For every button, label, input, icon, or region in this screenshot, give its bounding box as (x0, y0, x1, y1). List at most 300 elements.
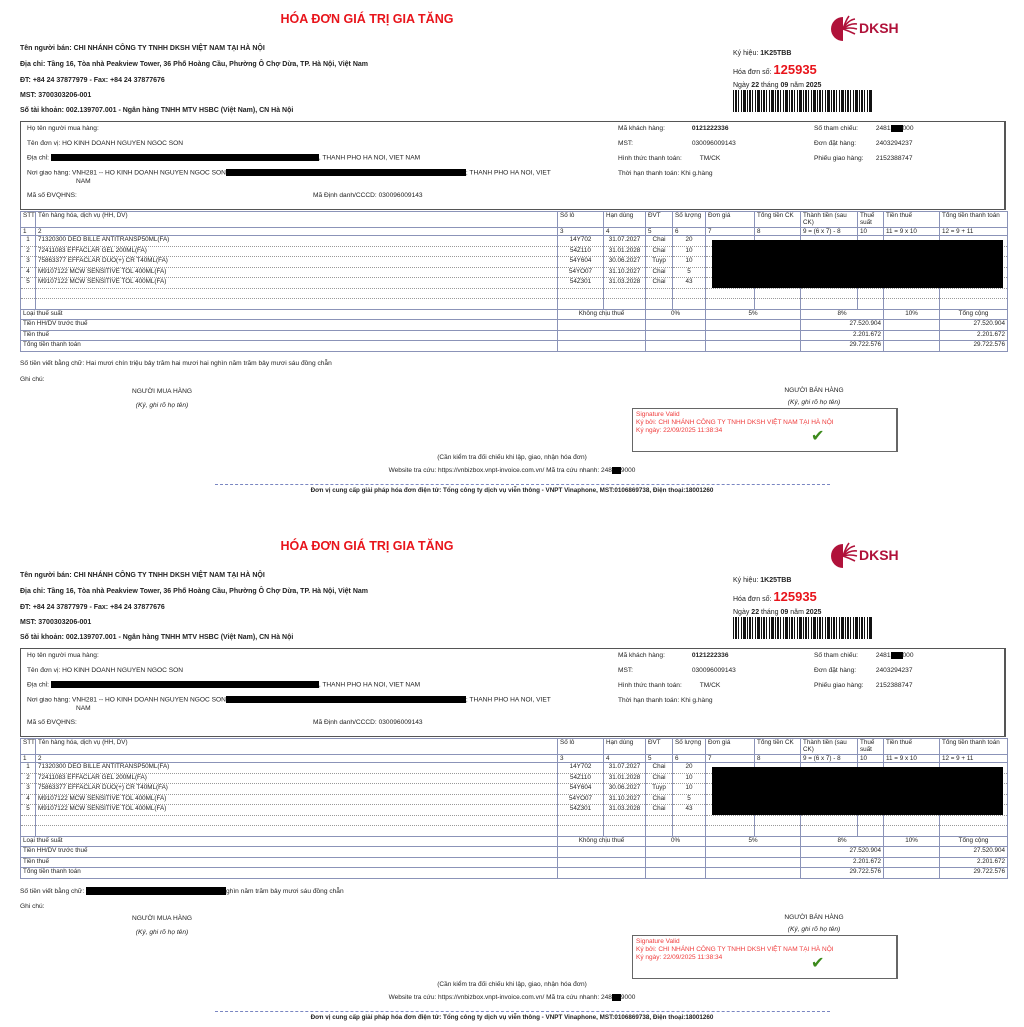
empty-row (21, 826, 1008, 837)
term-row (618, 170, 713, 177)
empty-cell (558, 288, 604, 299)
summary-exempt (558, 847, 646, 858)
rate-8: 8% (801, 836, 884, 847)
column-number: 7 (706, 228, 755, 236)
expiry-date: 30.06.2027 (604, 257, 646, 268)
order-number: 2403294237 (875, 140, 913, 147)
delivery-address (27, 169, 551, 176)
summary-row (21, 868, 1008, 879)
number-label: Hóa đơn số: (733, 69, 772, 76)
seller-phone: ĐT: +84 24 37877979 - Fax: +84 24 37877676 (20, 77, 165, 84)
seller-address: Địa chỉ: Tầng 16, Tòa nhà Peakview Tower, 36 Phố Hoàng Cầu, Phường Ô Chợ Dừa, TP. Hà Nội, Việt Nam (20, 588, 369, 595)
invoice-copy (0, 527, 1024, 1027)
row-index: 2 (21, 773, 36, 784)
rate-5: 5% (706, 836, 801, 847)
column-header: Tổng tiền thanh toán (940, 739, 1008, 755)
seller-sign-hint: (Ký, ghi rõ họ tên) (787, 399, 841, 406)
note-label: Ghi chú: (20, 903, 45, 910)
summary-exempt (558, 330, 646, 341)
delivery-tail-2: NAM (76, 178, 91, 185)
seller-tax-code: MST: 3700303206-001 (20, 92, 92, 99)
summary-total: 2.201.672 (940, 330, 1008, 341)
redaction (712, 240, 1003, 288)
budget-code: Mã số ĐVQHNS: (27, 719, 77, 726)
delivery-note-row (814, 682, 913, 689)
column-header: Số lượng (673, 212, 706, 228)
column-number: 1 (21, 228, 36, 236)
column-number: 6 (673, 228, 706, 236)
address-label: Địa chỉ: (27, 681, 49, 689)
seller-tax-code: MST: 3700303206-001 (20, 619, 92, 626)
lot-number: 54Z301 (558, 805, 604, 816)
quantity: 20 (673, 763, 706, 774)
buyer-sign-hint: (Ký, ghi rõ họ tên) (135, 929, 189, 936)
column-number: 10 (858, 755, 884, 763)
divider (215, 1011, 830, 1012)
redaction (226, 696, 466, 703)
empty-cell (673, 815, 706, 826)
empty-row (21, 815, 1008, 826)
lot-number: 54Z110 (558, 246, 604, 257)
empty-cell (801, 288, 858, 299)
ref-label: Số tham chiếu: (814, 652, 858, 659)
numbering-row (21, 228, 1008, 236)
seller-address: Địa chỉ: Tầng 16, Tòa nhà Peakview Tower, 36 Phố Hoàng Cầu, Phường Ô Chợ Dừa, TP. Hà Nội, Việt Nam (20, 61, 369, 68)
symbol-value: 1K25TBB (760, 50, 792, 57)
rate-total: Tổng cộng (940, 836, 1008, 847)
buyer-sign-hint: (Ký, ghi rõ họ tên) (135, 402, 189, 409)
empty-cell (858, 288, 884, 299)
seller-phone: ĐT: +84 24 37877979 - Fax: +84 24 37877676 (20, 604, 165, 611)
buyer-sign-title: NGƯỜI MUA HÀNG (131, 915, 192, 922)
address-label: Địa chỉ: (27, 154, 49, 162)
table-header-row (21, 212, 1008, 228)
term-label: Thời hạn thanh toán: (618, 697, 680, 704)
row-index: 3 (21, 784, 36, 795)
empty-cell (755, 299, 801, 310)
quantity: 20 (673, 236, 706, 247)
delivery-note-label: Phiếu giao hàng: (814, 682, 864, 689)
invoice-number (733, 62, 817, 77)
column-header: STT (21, 212, 36, 228)
empty-cell (940, 815, 1008, 826)
empty-cell (884, 815, 940, 826)
product-name: 75863377 EFFACLAR DUO(+) CR T40ML(FA) (36, 784, 558, 795)
empty-cell (706, 826, 755, 837)
digital-signature-box (632, 935, 898, 979)
column-number: 11 = 9 x 10 (884, 755, 940, 763)
invoice-copy (0, 0, 1024, 500)
buyer-info-box (20, 121, 1006, 210)
summary-0 (646, 868, 706, 879)
lookup-suffix: 9000 (620, 467, 636, 475)
lot-number: 14Y702 (558, 763, 604, 774)
summary-5 (706, 320, 801, 331)
empty-cell (858, 299, 884, 310)
expiry-date: 31.10.2027 (604, 267, 646, 278)
rate-total: Tổng cộng (940, 309, 1008, 320)
summary-row (21, 320, 1008, 331)
empty-cell (21, 288, 36, 299)
quantity: 5 (673, 267, 706, 278)
product-name: M9107122 MCW SENSITIVE TOL 400ML(FA) (36, 805, 558, 816)
summary-label: Tổng tiền thanh toán (21, 341, 558, 352)
rate-0: 0% (646, 309, 706, 320)
delivery-tail-2: NAM (76, 705, 91, 712)
empty-cell (801, 299, 858, 310)
barcode (733, 617, 873, 639)
summary-0 (646, 847, 706, 858)
rate-10: 10% (884, 836, 940, 847)
empty-cell (646, 299, 673, 310)
empty-cell (858, 826, 884, 837)
lookup-prefix: Website tra cứu: https://vnbizbox.vnpt-invoice.com.vn/ Mã tra cứu nhanh: 248 (388, 994, 612, 1002)
rate-0: 0% (646, 836, 706, 847)
delivery-note-row (814, 155, 913, 162)
customer-code: 0121222336 (691, 125, 729, 132)
empty-cell (940, 826, 1008, 837)
empty-cell (940, 299, 1008, 310)
lot-number: 54YO07 (558, 267, 604, 278)
empty-cell (36, 288, 558, 299)
empty-cell (604, 815, 646, 826)
product-name: M9107122 MCW SENSITIVE TOL 400ML(FA) (36, 278, 558, 289)
ref-label: Số tham chiếu: (814, 125, 858, 132)
redaction (891, 652, 903, 659)
empty-cell (673, 826, 706, 837)
lot-number: 54Y604 (558, 784, 604, 795)
payment-term: Khi g.hàng (681, 697, 713, 704)
date-year: 2025 (805, 609, 822, 616)
column-number: 9 = (6 x 7) - 8 (801, 228, 858, 236)
signature-signer: Ký bởi: CHI NHÁNH CÔNG TY TNHH DKSH VIỆT NAM TẠI HÀ NỘI (636, 419, 834, 426)
quantity: 10 (673, 257, 706, 268)
product-name: 71320300 DEO BILLE ANTITRANSP50ML(FA) (36, 236, 558, 247)
column-header: Số lô (558, 212, 604, 228)
dksh-logo-icon (828, 541, 858, 571)
symbol-label: Ký hiệu: (733, 50, 759, 57)
quantity: 5 (673, 794, 706, 805)
date-month: 09 (780, 609, 789, 616)
term-row (618, 697, 713, 704)
summary-0 (646, 330, 706, 341)
buyer-tax: 030096009143 (691, 667, 736, 674)
rate-8: 8% (801, 309, 884, 320)
summary-5 (706, 341, 801, 352)
year-label: năm (790, 609, 804, 616)
lookup-suffix: 9000 (620, 994, 636, 1002)
seller-sign-title: NGƯỜI BÁN HÀNG (784, 914, 844, 921)
column-number: 8 (755, 755, 801, 763)
empty-cell (604, 288, 646, 299)
empty-cell (755, 826, 801, 837)
summary-label: Tiền HH/DV trước thuế (21, 847, 558, 858)
column-number: 4 (604, 228, 646, 236)
payment-term: Khi g.hàng (681, 170, 713, 177)
summary-8: 2.201.672 (801, 330, 884, 341)
order-row (814, 667, 913, 674)
row-index: 2 (21, 246, 36, 257)
number-value: 125935 (773, 589, 817, 604)
buyer-name-label: Họ tên người mua hàng: (27, 652, 99, 659)
summary-row (21, 330, 1008, 341)
payment-row (618, 682, 720, 689)
column-header: Tên hàng hóa, dịch vụ (HH, DV) (36, 212, 558, 228)
column-header: Đơn giá (706, 739, 755, 755)
unit: Chai (646, 278, 673, 289)
empty-cell (604, 826, 646, 837)
empty-cell (673, 288, 706, 299)
seller-name: Tên người bán: CHI NHÁNH CÔNG TY TNHH DKSH VIỆT NAM TẠI HÀ NỘI (20, 45, 265, 52)
empty-cell (801, 826, 858, 837)
row-index: 5 (21, 278, 36, 289)
quantity: 10 (673, 246, 706, 257)
table-header-row (21, 739, 1008, 755)
delivery-label: Nơi giao hàng: VNH281 -- HO KINH DOANH NGUYEN NGOC SON (27, 169, 226, 177)
column-header: Tổng tiền CK (755, 739, 801, 755)
redaction (712, 767, 1003, 815)
column-number: 7 (706, 755, 755, 763)
empty-cell (646, 288, 673, 299)
signature-date: Ký ngày: 22/09/2025 11:38:34 (636, 954, 723, 961)
product-name: 72411083 EFFACLAR GEL 200ML(FA) (36, 773, 558, 784)
seller-name: Tên người bán: CHI NHÁNH CÔNG TY TNHH DKSH VIỆT NAM TẠI HÀ NỘI (20, 572, 265, 579)
tax-rate-label: Loại thuế suất (21, 836, 558, 847)
empty-cell (858, 815, 884, 826)
column-number: 2 (36, 755, 558, 763)
lot-number: 54Z110 (558, 773, 604, 784)
column-number: 8 (755, 228, 801, 236)
column-header: Số lượng (673, 739, 706, 755)
product-name: 75863377 EFFACLAR DUO(+) CR T40ML(FA) (36, 257, 558, 268)
unit: Chai (646, 794, 673, 805)
customer-code-label: Mã khách hàng: (618, 125, 665, 132)
words-label: Số tiền viết bằng chữ: (20, 360, 85, 367)
buyer-unit: Tên đơn vị: HO KINH DOANH NGUYEN NGOC SON (27, 140, 184, 147)
column-header: Tiền thuế (884, 212, 940, 228)
logo-text: DKSH (859, 547, 899, 563)
delivery-label: Nơi giao hàng: VNH281 -- HO KINH DOANH NGUYEN NGOC SON (27, 696, 226, 704)
product-name: 72411083 EFFACLAR GEL 200ML(FA) (36, 246, 558, 257)
payment-label: Hình thức thanh toán: (618, 155, 682, 162)
summary-row (21, 341, 1008, 352)
invoice-date (733, 82, 821, 89)
summary-8: 2.201.672 (801, 857, 884, 868)
summary-row (21, 847, 1008, 858)
summary-total: 27.520.904 (940, 847, 1008, 858)
date-year: 2025 (805, 82, 822, 89)
ref-prefix: 2481 (875, 652, 891, 660)
column-header: Tên hàng hóa, dịch vụ (HH, DV) (36, 739, 558, 755)
column-number: 1 (21, 755, 36, 763)
summary-5 (706, 868, 801, 879)
empty-row (21, 288, 1008, 299)
expiry-date: 31.03.2028 (604, 805, 646, 816)
summary-row (21, 857, 1008, 868)
words-value: Hai mươi chín triệu bảy trăm hai mươi hai nghìn năm trăm bảy mươi sáu đồng chẵn (86, 360, 332, 367)
budget-code: Mã số ĐVQHNS: (27, 192, 77, 199)
product-name: M9107122 MCW SENSITIVE TOL 400ML(FA) (36, 794, 558, 805)
summary-label: Tổng tiền thanh toán (21, 868, 558, 879)
column-number: 3 (558, 755, 604, 763)
customer-code: 0121222336 (691, 652, 729, 659)
invoice-title: HÓA ĐƠN GIÁ TRỊ GIA TĂNG (280, 539, 454, 553)
buyer-tax-label: MST: (618, 140, 634, 147)
note-label: Ghi chú: (20, 376, 45, 383)
product-name: 71320300 DEO BILLE ANTITRANSP50ML(FA) (36, 763, 558, 774)
lookup-info (0, 994, 1024, 1001)
column-number: 9 = (6 x 7) - 8 (801, 755, 858, 763)
logo-text: DKSH (859, 20, 899, 36)
delivery-note: 2152388747 (875, 155, 913, 162)
payment-label: Hình thức thanh toán: (618, 682, 682, 689)
expiry-date: 31.01.2028 (604, 773, 646, 784)
empty-cell (884, 299, 940, 310)
row-index: 5 (21, 805, 36, 816)
redaction (891, 125, 903, 132)
summary-exempt (558, 857, 646, 868)
check-note: (Cần kiểm tra đối chiếu khi lập, giao, nhận hóa đơn) (437, 454, 587, 461)
column-header: Thuế suất (858, 212, 884, 228)
redaction (86, 887, 226, 895)
expiry-date: 31.10.2027 (604, 794, 646, 805)
quantity: 10 (673, 773, 706, 784)
empty-cell (21, 826, 36, 837)
ref-number (876, 125, 914, 132)
address-tail: , THANH PHO HA NOI, VIET NAM (318, 154, 421, 162)
lot-number: 14Y702 (558, 236, 604, 247)
signature-date: Ký ngày: 22/09/2025 11:38:34 (636, 427, 723, 434)
redaction (612, 467, 621, 474)
seller-sign-title: NGƯỜI BÁN HÀNG (784, 387, 844, 394)
rate-5: 5% (706, 309, 801, 320)
symbol-value: 1K25TBB (760, 577, 792, 584)
id-code: Mã Định danh/CCCD: 030096009143 (313, 192, 423, 199)
summary-10 (884, 868, 940, 879)
column-header: Hạn dùng (604, 739, 646, 755)
column-number: 10 (858, 228, 884, 236)
signature-signer: Ký bởi: CHI NHÁNH CÔNG TY TNHH DKSH VIỆT NAM TẠI HÀ NỘI (636, 946, 834, 953)
empty-cell (21, 815, 36, 826)
unit: Chai (646, 763, 673, 774)
column-number: 2 (36, 228, 558, 236)
expiry-date: 31.07.2027 (604, 763, 646, 774)
redaction (226, 169, 466, 176)
redaction (51, 681, 319, 688)
quantity: 43 (673, 805, 706, 816)
empty-cell (558, 299, 604, 310)
summary-8: 29.722.576 (801, 868, 884, 879)
summary-5 (706, 330, 801, 341)
summary-10 (884, 330, 940, 341)
unit: Tuyp (646, 784, 673, 795)
buyer-name-label: Họ tên người mua hàng: (27, 125, 99, 132)
buyer-address (27, 681, 420, 688)
row-index: 1 (21, 236, 36, 247)
empty-cell (36, 815, 558, 826)
date-day: 22 (751, 82, 760, 89)
empty-cell (706, 815, 755, 826)
delivery-note: 2152388747 (875, 682, 913, 689)
dksh-logo (828, 541, 908, 573)
month-label: tháng (761, 609, 779, 616)
column-header: Hạn dùng (604, 212, 646, 228)
summary-0 (646, 857, 706, 868)
column-number: 12 = 9 + 11 (940, 228, 1008, 236)
summary-10 (884, 320, 940, 331)
tax-rate-row (21, 836, 1008, 847)
empty-cell (36, 299, 558, 310)
summary-label: Tiền thuế (21, 330, 558, 341)
empty-cell (801, 815, 858, 826)
summary-5 (706, 857, 801, 868)
column-header: Đơn giá (706, 212, 755, 228)
buyer-tax-row (618, 140, 736, 147)
customer-code-row (618, 652, 729, 659)
provider-info: Đơn vị cung cấp giải pháp hóa đơn điện tử: Tổng công ty dịch vụ viễn thông - VNPT Vinaphone, MST:0106869738, Điện thoại:18001260 (310, 487, 714, 494)
summary-total: 2.201.672 (940, 857, 1008, 868)
invoice-symbol (733, 50, 791, 57)
date-prefix: Ngày (733, 82, 750, 89)
tax-rate-label: Loại thuế suất (21, 309, 558, 320)
customer-code-label: Mã khách hàng: (618, 652, 665, 659)
invoice-title: HÓA ĐƠN GIÁ TRỊ GIA TĂNG (280, 12, 454, 26)
payment-method: TM/CK (699, 682, 721, 689)
delivery-note-label: Phiếu giao hàng: (814, 155, 864, 162)
number-label: Hóa đơn số: (733, 596, 772, 603)
column-header: Tổng tiền CK (755, 212, 801, 228)
words-value: ghìn năm trăm bảy mươi sáu đồng chẵn (226, 887, 344, 895)
delivery-tail: ; THANH PHO HA NOI, VIET (465, 169, 551, 177)
ref-prefix: 2481 (875, 125, 891, 133)
unit: Chai (646, 267, 673, 278)
invoice-date (733, 609, 821, 616)
order-number: 2403294237 (875, 667, 913, 674)
redaction (612, 994, 621, 1001)
empty-cell (706, 288, 755, 299)
empty-cell (755, 288, 801, 299)
barcode (733, 90, 873, 112)
empty-cell (21, 299, 36, 310)
ref-row (814, 652, 914, 659)
summary-10 (884, 857, 940, 868)
row-index: 4 (21, 794, 36, 805)
order-label: Đơn đặt hàng: (814, 667, 857, 674)
column-header: ĐVT (646, 739, 673, 755)
empty-cell (36, 826, 558, 837)
invoice-symbol (733, 577, 791, 584)
number-value: 125935 (773, 62, 817, 77)
empty-cell (558, 826, 604, 837)
dksh-logo-icon (828, 14, 858, 44)
numbering-row (21, 755, 1008, 763)
column-header: Thuế suất (858, 739, 884, 755)
column-number: 5 (646, 755, 673, 763)
summary-exempt (558, 320, 646, 331)
tax-rate-row (21, 309, 1008, 320)
seller-account: Số tài khoản: 002.139707.001 - Ngân hàng TNHH MTV HSBC (Việt Nam), CN Hà Nội (20, 107, 294, 114)
buyer-address (27, 154, 420, 161)
words-label: Số tiền viết bằng chữ: (20, 887, 85, 895)
unit: Chai (646, 773, 673, 784)
amount-in-words (20, 887, 344, 895)
seller-sign-hint: (Ký, ghi rõ họ tên) (787, 926, 841, 933)
ref-number (876, 652, 914, 659)
rate-exempt: Không chịu thuế (558, 836, 646, 847)
unit: Chai (646, 236, 673, 247)
unit: Tuyp (646, 257, 673, 268)
quantity: 43 (673, 278, 706, 289)
